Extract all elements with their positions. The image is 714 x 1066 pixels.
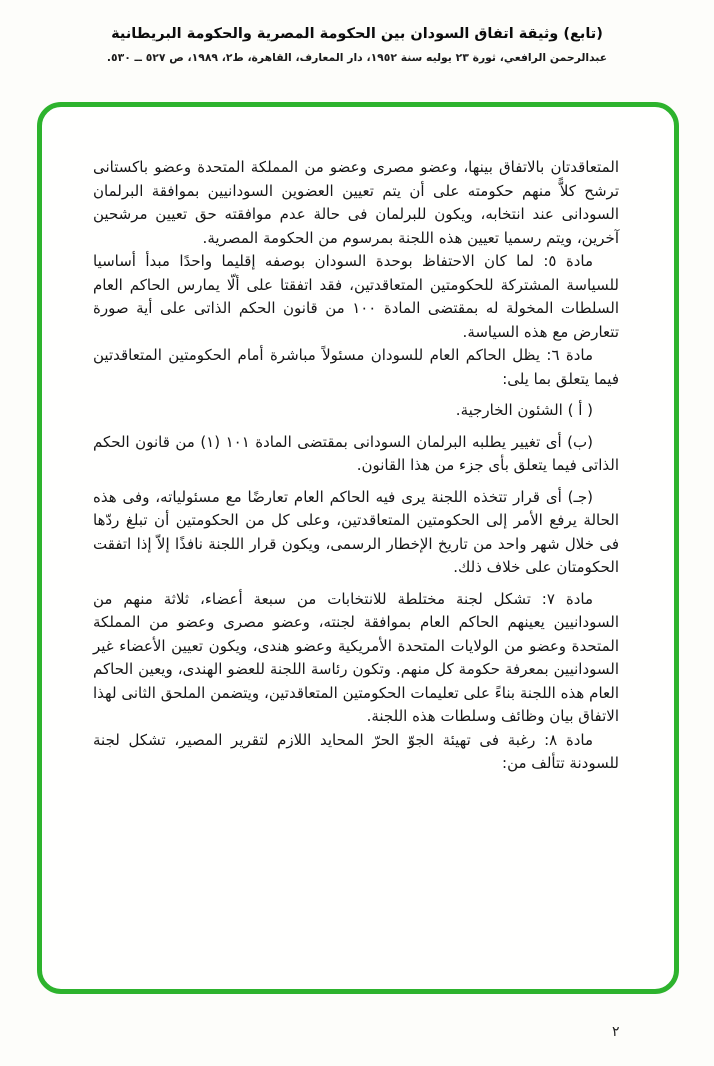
list-item-a: ( أ ) الشئون الخارجية. <box>455 401 593 419</box>
paragraph-article-6: مادة ٦: يظل الحاكم العام للسودان مسئولاً مباشرة أمام الحكومتين المتعاقدتين فيما يتعلق بما يلى: <box>93 346 619 388</box>
paragraph-article-8: مادة ٨: رغبة فى تهيئة الجوّ الحرّ المحايد اللازم لتقرير المصير، تشكل لجنة للسودنة تتألف من: <box>93 730 619 772</box>
list-item-j: (جـ) أى قرار تتخذه اللجنة يرى فيه الحاكم العام تعارضًا مع مسئولياته، وفى هذه الحالة يرفع الأمر إلى الحكومتين المتعاقدتين، وعلى كل من الحكومتين أن تبلغ ردّها فى خلال شهر واحد من تاريخ الإخطار الرسمى، ويكون قرار اللجنة نافذًا إلاّ إذا اتفقت الحكومتان على خلاف ذلك. <box>93 487 619 576</box>
document-citation: عبدالرحمن الرافعي، ثورة ٢٣ يوليه سنة ١٩٥٢، دار المعارف، القاهرة، ط٢، ١٩٨٩، ص ٥٢٧ ــ ٥٣٠. <box>106 51 608 64</box>
document-title: (تابع) وثيقة اتفاق السودان بين الحكومة المصرية والحكومة البريطانية <box>111 26 603 42</box>
paragraph-article-5: مادة ٥: لما كان الاحتفاظ بوحدة السودان بوصفه إقليما واحدًا مبدأ أساسيا للسياسة المشتركة للحكومتين المتعاقدتين، فقد اتفقتا على ألّا يمارس الحاكم العام السلطات المخولة له بمقتضى المادة ١٠٠ من قانون الحكم الذاتى على أية صورة تتعارض مع هذه السياسة. <box>93 252 620 341</box>
document-body <box>93 156 619 776</box>
page-number: ٢ <box>612 1024 620 1040</box>
paragraph-article-7: مادة ٧: تشكل لجنة مختلطة للانتخابات من سبعة أعضاء، ثلاثة منهم من السودانيين يعينهم الحاكم العام بموافقة لجنته، وعضو مصرى وعضو من المملكة المتحدة وعضو من الولايات المتحدة الأمريكية وعضو هندى، ويكون تعيين الأعضاء غير السودانيين بمعرفة حكومة كل منهم. وتكون رئاسة اللجنة للعضو الهندى، ويعين الحاكم العام هذه اللجنة بناءً على تعليمات الحكومتين المتعاقدتين، ويتضمن الملحق الثانى لهذا الاتفاق بيان وظائف وسلطات هذه اللجنة. <box>93 589 619 725</box>
document-header <box>0 26 714 64</box>
paragraph-continuation: المتعاقدتان بالاتفاق بينها، وعضو مصرى وعضو من المملكة المتحدة وعضو باكستانى ترشح كلاًّ منهم حكومته على أن يتم تعيين العضوين السودانيين بموافقة البرلمان السودانى عند انتخابه، ويكون للبرلمان فى حالة عدم موافقته حق تعيين مرشحين آخرين، ويتم رسميا تعيين هذه اللجنة بمرسوم من الحكومة المصرية. <box>93 158 619 247</box>
list-item-b: (ب) أى تغيير يطلبه البرلمان السودانى بمقتضى المادة ١٠١ (١) من قانون الحكم الذاتى فيما يتعلق بأى جزء من هذا القانون. <box>93 432 619 474</box>
